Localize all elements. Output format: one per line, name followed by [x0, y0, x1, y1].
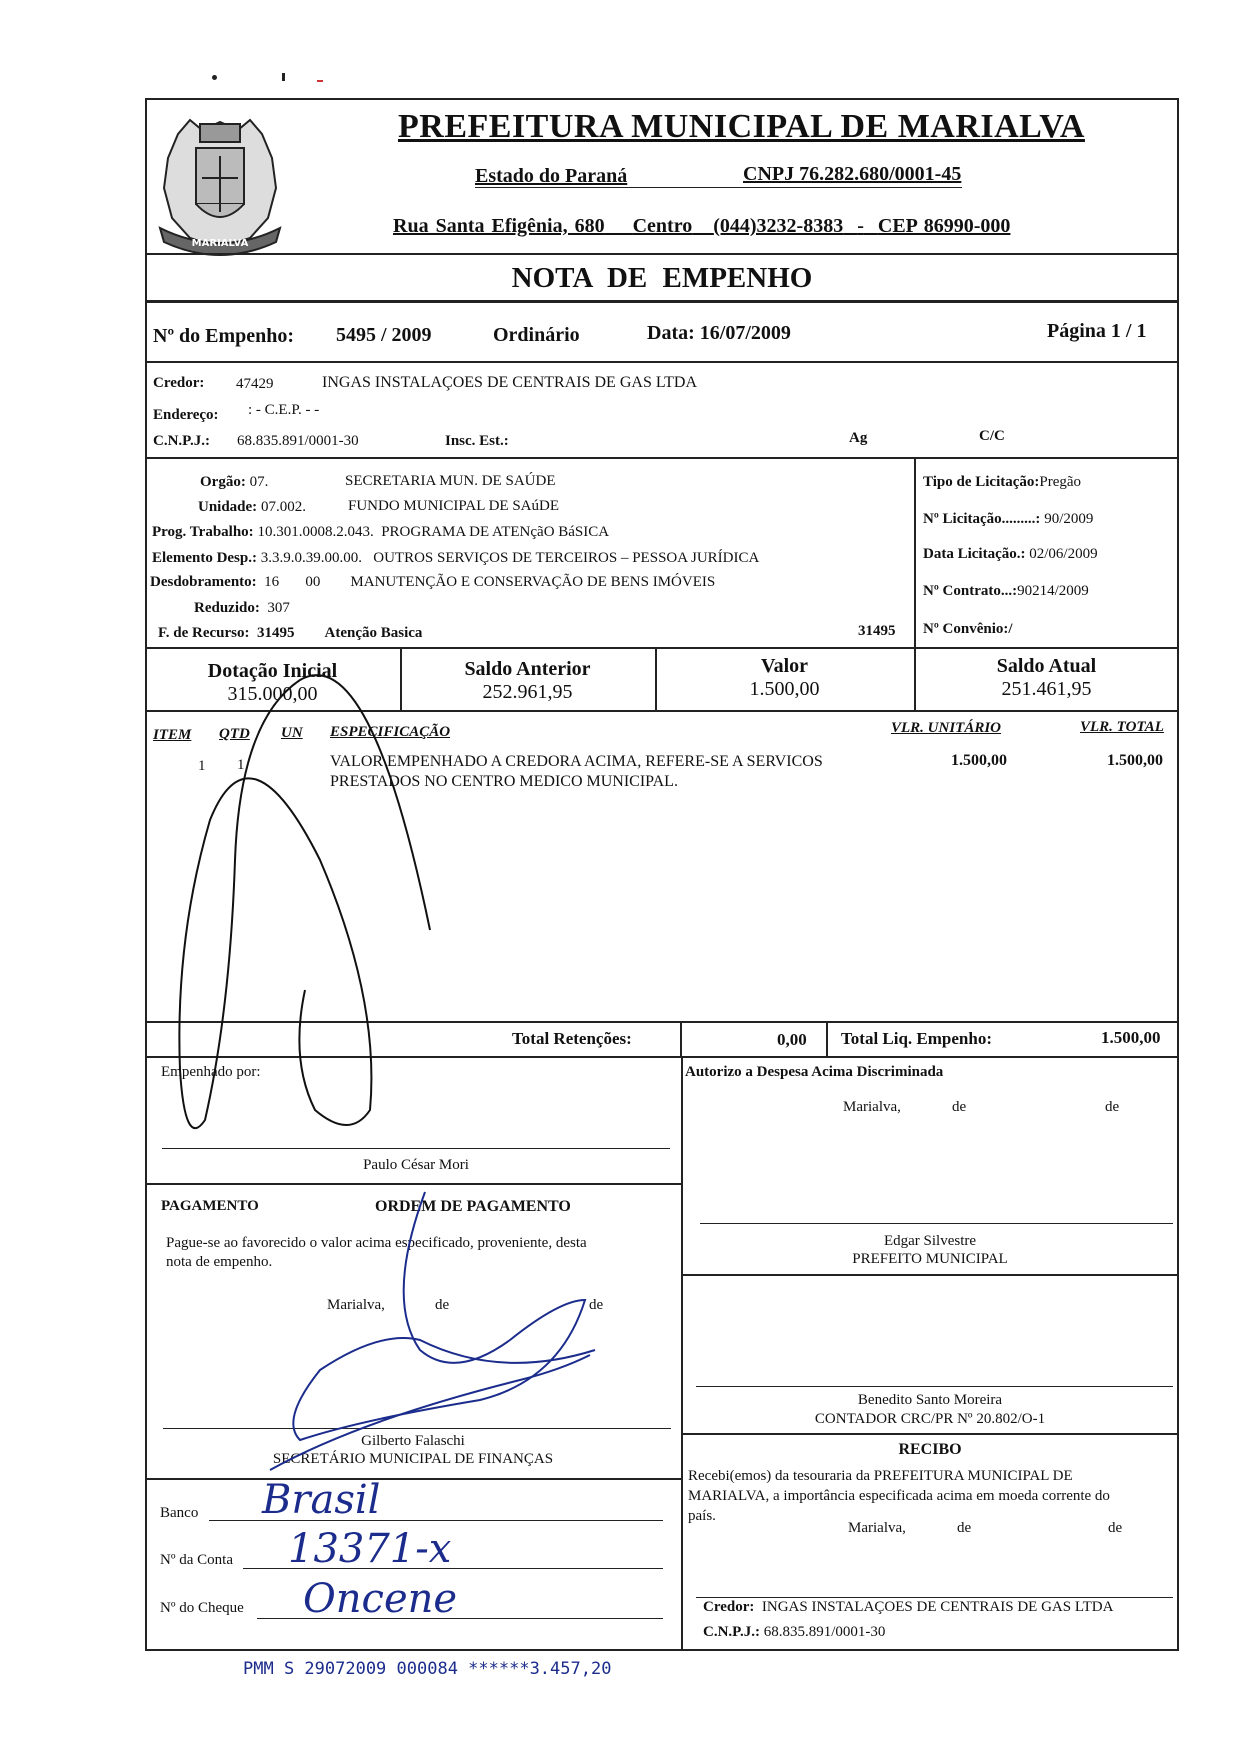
- cheque-value: Oncene: [303, 1576, 458, 1622]
- row-total: 1.500,00: [1107, 752, 1163, 769]
- recibo-de2: de: [1108, 1520, 1123, 1536]
- ag-label: Ag: [849, 430, 868, 446]
- ordem-label: ORDEM DE PAGAMENTO: [375, 1198, 571, 1215]
- empenho-label: Nº do Empenho:: [153, 325, 295, 347]
- saldo-anterior-cell: Saldo Anterior 252.961,95: [464, 658, 591, 703]
- pagamento-label: PAGAMENTO: [161, 1198, 259, 1214]
- dotacao-cell: Dotação Inicial 315.000,00: [207, 660, 338, 705]
- scan-mark: [282, 73, 285, 81]
- empenho-date: Data: 16/07/2009: [647, 322, 791, 344]
- pagamento-place: Marialva,: [327, 1297, 385, 1313]
- state-label: Estado do Paraná: [475, 165, 628, 187]
- recibo-cnpj: C.N.P.J.: 68.835.891/0001-30: [703, 1624, 886, 1640]
- col-espec: ESPECIFICAÇÃO: [330, 724, 451, 740]
- col-qtd: QTD: [219, 726, 250, 742]
- credor-address: : - C.E.P. - -: [248, 402, 320, 418]
- empenho-number: 5495 / 2009: [336, 324, 432, 346]
- saldo-atual-cell: Saldo Atual 251.461,95: [996, 655, 1097, 700]
- recibo-de1: de: [957, 1520, 972, 1536]
- credor-label: Credor:: [153, 375, 205, 391]
- valor-cell: Valor 1.500,00: [749, 655, 820, 700]
- autorizo-label: Autorizo a Despesa Acima Discriminada: [685, 1064, 944, 1080]
- credor-code: 47429: [236, 376, 274, 392]
- cheque-label: Nº do Cheque: [160, 1600, 244, 1616]
- cashier-stamp: PMM S 29072009 000084 ******3.457,20: [243, 1659, 612, 1679]
- recibo-label: RECIBO: [898, 1441, 962, 1458]
- col-unit: VLR. UNITÁRIO: [891, 720, 1002, 736]
- doc-title: NOTA DE EMPENHO: [511, 262, 813, 294]
- recibo-place: Marialva,: [848, 1520, 906, 1536]
- secretario-name: Gilberto Falaschi SECRETÁRIO MUNICIPAL DE FINANÇAS: [272, 1433, 554, 1467]
- scan-mark: [317, 80, 323, 82]
- retencoes-value: 0,00: [777, 1030, 807, 1049]
- page-title: PREFEITURA MUNICIPAL DE MARIALVA: [398, 108, 1085, 145]
- col-un: UN: [281, 725, 303, 741]
- liq-label: Total Liq. Empenho:: [841, 1029, 992, 1048]
- row-espec: VALOR EMPENHADO A CREDORA ACIMA, REFERE-SE A SERVICOS PRESTADOS NO CENTRO MEDICO MUNICIPAL.: [330, 753, 823, 790]
- credor-cnpj: 68.835.891/0001-30: [237, 433, 359, 449]
- pagamento-text: Pague-se ao favorecido o valor acima especificado, proveniente, desta nota de empenho.: [166, 1235, 587, 1270]
- cc-label: C/C: [979, 428, 1005, 444]
- pagamento-de1: de: [435, 1297, 450, 1313]
- credor-name: INGAS INSTALAÇOES DE CENTRAIS DE GAS LTDA: [322, 374, 698, 391]
- empenhado-label: Empenhado por:: [161, 1064, 261, 1080]
- autorizo-place: Marialva,: [843, 1099, 901, 1115]
- scan-mark: [212, 75, 217, 80]
- conta-value: 13371-x: [288, 1526, 452, 1572]
- pagamento-de2: de: [589, 1297, 604, 1313]
- insc-label: Insc. Est.:: [445, 433, 509, 449]
- liq-value: 1.500,00: [1101, 1028, 1161, 1047]
- banco-label: Banco: [160, 1505, 199, 1521]
- seal-text: MARIALVA: [191, 238, 249, 249]
- address: Rua Santa Efigênia, 680 Centro (044)3232-8383 - CEP 86990-000: [393, 215, 1011, 237]
- empenho-type: Ordinário: [493, 324, 580, 346]
- row-qtd: 1: [237, 757, 245, 773]
- recibo-credor: Credor: INGAS INSTALAÇOES DE CENTRAIS DE GAS LTDA: [703, 1599, 1114, 1615]
- row-unit: 1.500,00: [951, 752, 1007, 769]
- banco-value: Brasil: [262, 1477, 381, 1523]
- cnpj-label: C.N.P.J.:: [153, 433, 210, 449]
- prefeito-name: Edgar Silvestre PREFEITO MUNICIPAL: [852, 1233, 1008, 1267]
- conta-label: Nº da Conta: [160, 1552, 233, 1568]
- page-number: Página 1 / 1: [1047, 320, 1147, 342]
- autorizo-de1: de: [952, 1099, 967, 1115]
- address-label: Endereço:: [153, 407, 219, 423]
- empenhado-name: Paulo César Mori: [363, 1157, 469, 1173]
- cnpj-header: CNPJ 76.282.680/0001-45: [743, 163, 962, 185]
- recibo-text: Recebi(emos) da tesouraria da PREFEITURA MUNICIPAL DE MARIALVA, a importância especificada acima em moeda corrente do país.: [688, 1468, 1110, 1524]
- retencoes-label: Total Retenções:: [512, 1029, 632, 1048]
- autorizo-de2: de: [1105, 1099, 1120, 1115]
- col-total: VLR. TOTAL: [1080, 719, 1164, 735]
- col-item: ITEM: [153, 727, 192, 743]
- contador-name: Benedito Santo Moreira CONTADOR CRC/PR Nº 20.802/O-1: [814, 1392, 1046, 1427]
- row-item: 1: [198, 758, 206, 774]
